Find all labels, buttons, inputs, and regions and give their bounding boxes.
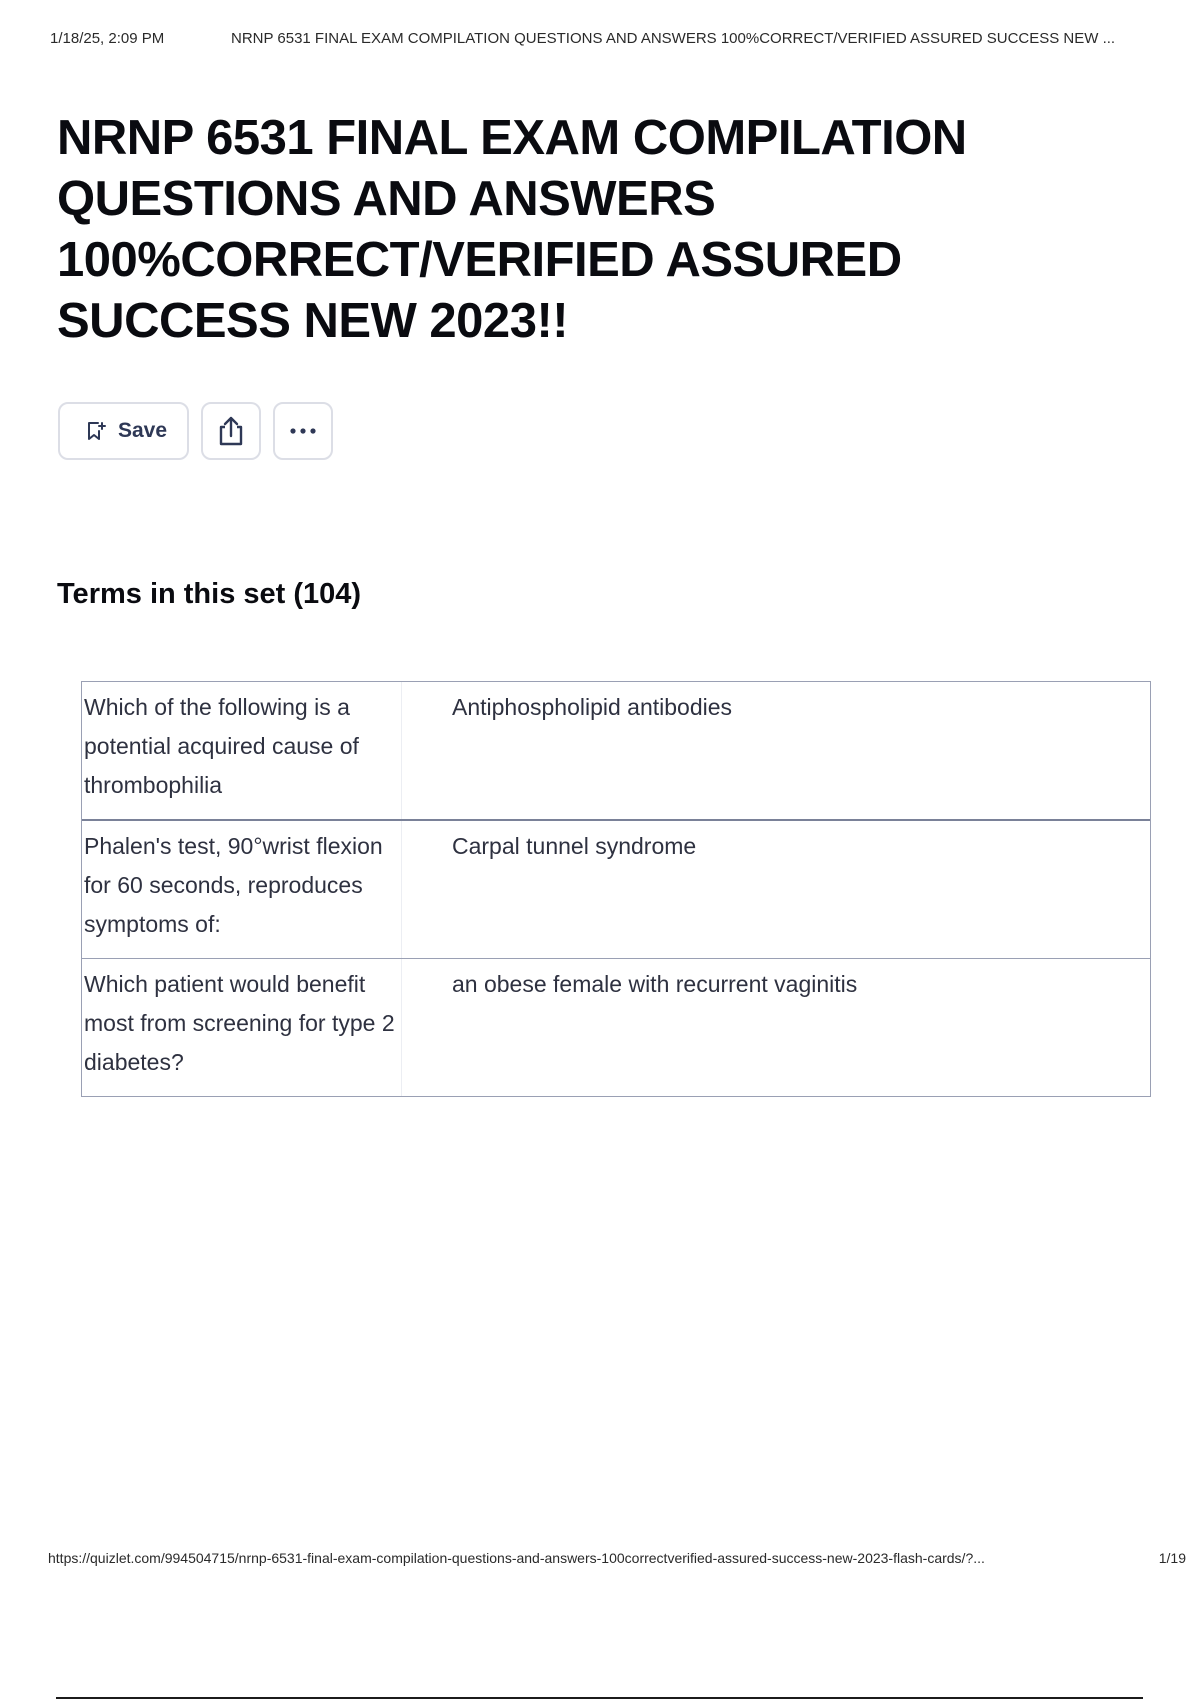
- save-button[interactable]: [58, 402, 189, 460]
- term-question: Which patient would benefit most from screening for type 2 diabetes?: [82, 959, 402, 1096]
- terms-table: [81, 681, 1151, 1097]
- save-button-label: Save: [118, 419, 168, 442]
- more-options-button[interactable]: [273, 402, 333, 460]
- share-icon: [216, 415, 246, 447]
- print-url: https://quizlet.com/994504715/nrnp-6531-final-exam-compilation-questions-and-answers-100correctverified-assured-success-new-2023-flash-cards/?...: [48, 1550, 985, 1566]
- print-date: 1/18/25, 2:09 PM: [50, 30, 165, 47]
- term-answer: an obese female with recurrent vaginitis: [452, 971, 858, 997]
- term-question: Which of the following is a potential acquired cause of thrombophilia: [82, 682, 402, 819]
- page-title: NRNP 6531 FINAL EXAM COMPILATION QUESTIONS AND ANSWERS 100%CORRECT/VERIFIED ASSURED SUCCESS NEW 2023!!: [57, 111, 967, 348]
- print-page-number: 1/19: [1158, 1550, 1186, 1566]
- term-row: [82, 958, 1150, 1096]
- print-header: [50, 30, 1188, 50]
- print-page-title: NRNP 6531 FINAL EXAM COMPILATION QUESTIONS AND ANSWERS 100%CORRECT/VERIFIED ASSURED SUCCESS NEW ...: [231, 30, 1116, 47]
- term-row: [82, 819, 1150, 958]
- term-answer: Carpal tunnel syndrome: [452, 833, 697, 859]
- print-footer: [48, 1550, 1186, 1570]
- divider: [56, 1697, 1143, 1699]
- bookmark-add-icon: [86, 421, 106, 441]
- terms-heading: Terms in this set (104): [57, 578, 362, 610]
- more-horizontal-icon: [288, 427, 318, 435]
- share-button[interactable]: [201, 402, 261, 460]
- term-question: Phalen's test, 90°wrist flexion for 60 seconds, reproduces symptoms of:: [82, 821, 402, 958]
- term-row: [82, 682, 1150, 819]
- term-answer: Antiphospholipid antibodies: [452, 694, 733, 720]
